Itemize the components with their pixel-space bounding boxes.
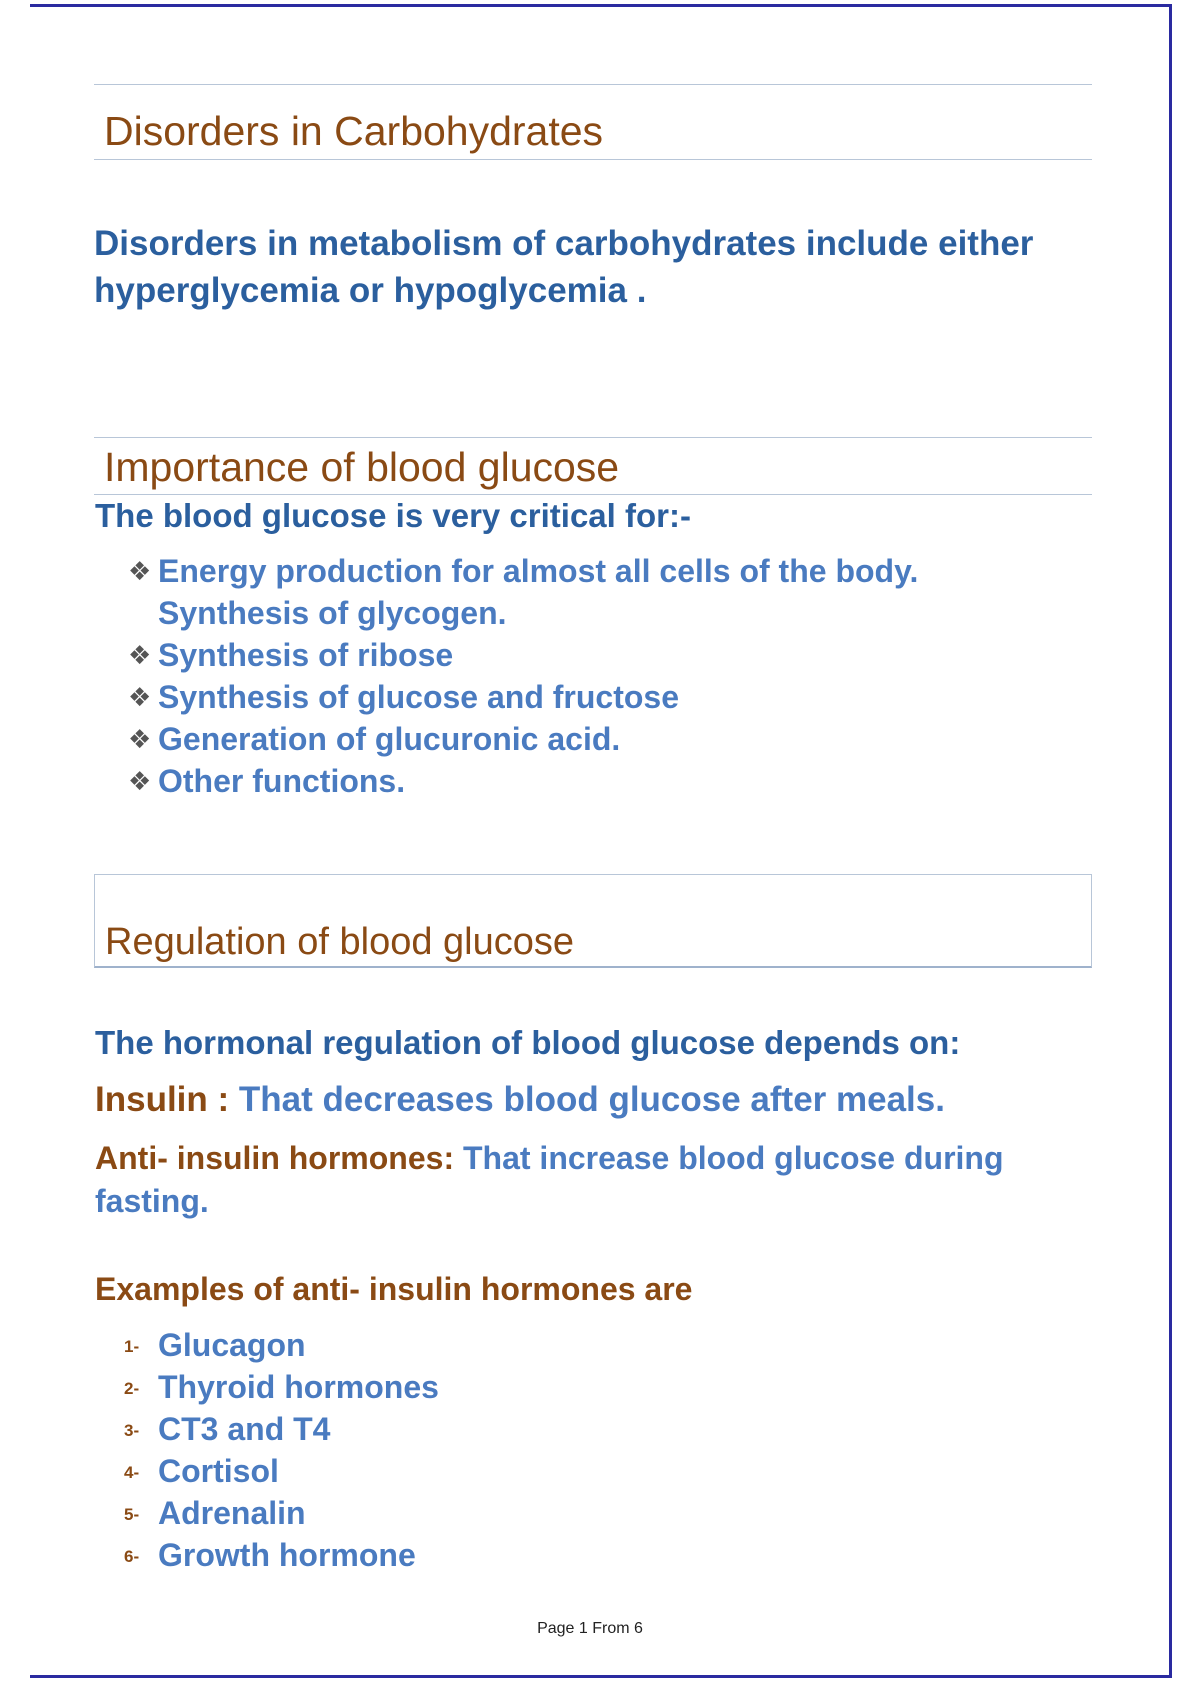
list-number: 2-	[124, 1379, 140, 1398]
diamond-bullet-icon: ❖	[128, 766, 152, 796]
heading-disorders-text: Disorders in Carbohydrates	[104, 108, 604, 154]
heading-importance-text: Importance of blood glucose	[104, 444, 620, 490]
diamond-bullet-icon: ❖	[128, 724, 152, 754]
list-item	[128, 718, 918, 760]
list-item-text: Growth hormone	[158, 1537, 416, 1573]
list-item-text: Synthesis of glucose and fructose	[158, 679, 679, 715]
list-item	[124, 1408, 439, 1450]
heading-importance	[94, 437, 1092, 495]
insulin-text: That decreases blood glucose after meals.	[238, 1080, 945, 1119]
importance-list	[128, 550, 918, 802]
anti-insulin-line	[95, 1137, 1095, 1223]
list-item	[124, 1534, 439, 1576]
examples-title: Examples of anti- insulin hormones are	[95, 1271, 693, 1307]
list-item-text: Thyroid hormones	[158, 1369, 439, 1405]
list-item-text: Cortisol	[158, 1453, 279, 1489]
list-item	[128, 676, 918, 718]
list-item-text: Other functions.	[158, 763, 406, 799]
hormonal-intro: The hormonal regulation of blood glucose depends on:	[95, 1024, 961, 1061]
page-footer: Page 1 From 6	[537, 1620, 643, 1637]
intro-paragraph: Disorders in metabolism of carbohydrates include either hyperglycemia or hypoglycemia .	[94, 224, 1034, 310]
list-item	[124, 1366, 439, 1408]
anti-insulin-label: Anti- insulin hormones:	[95, 1140, 455, 1176]
heading-regulation-text: Regulation of blood glucose	[105, 921, 575, 963]
list-item	[128, 760, 918, 802]
list-item-text: Generation of glucuronic acid.	[158, 721, 621, 757]
list-item	[128, 592, 918, 634]
list-item-text: Energy production for almost all cells of the body.	[158, 553, 919, 589]
list-item-text: Glucagon	[158, 1327, 306, 1363]
list-number: 4-	[124, 1463, 140, 1482]
insulin-label: Insulin :	[95, 1080, 230, 1119]
anti-insulin-text: That increase blood glucose during fasting.	[95, 1140, 1004, 1219]
list-number: 5-	[124, 1505, 140, 1524]
diamond-bullet-icon: ❖	[128, 556, 152, 586]
list-item	[128, 634, 918, 676]
list-number: 6-	[124, 1547, 140, 1566]
list-item	[128, 550, 918, 592]
list-item-text: Synthesis of glycogen.	[158, 595, 507, 631]
list-item-text: Synthesis of ribose	[158, 637, 454, 673]
list-item	[124, 1492, 439, 1534]
list-item	[124, 1450, 439, 1492]
critical-intro: The blood glucose is very critical for:-	[95, 497, 691, 534]
examples-list	[124, 1324, 439, 1576]
heading-regulation	[94, 874, 1092, 968]
list-number: 3-	[124, 1421, 140, 1440]
list-item-text: CT3 and T4	[158, 1411, 331, 1447]
list-item	[124, 1324, 439, 1366]
diamond-bullet-icon: ❖	[128, 682, 152, 712]
list-number: 1-	[124, 1337, 140, 1356]
list-item-text: Adrenalin	[158, 1495, 306, 1531]
diamond-bullet-icon: ❖	[128, 640, 152, 670]
heading-disorders	[94, 84, 1092, 160]
insulin-line	[95, 1080, 945, 1120]
